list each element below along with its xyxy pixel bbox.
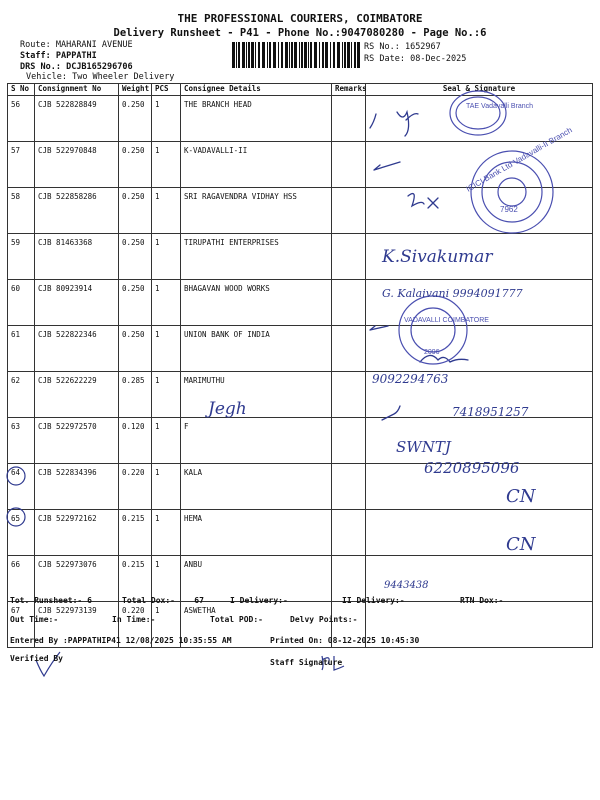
cell-sno: 56	[8, 96, 35, 142]
cell-consignee: KALA	[181, 464, 332, 510]
printed-on: Printed On: 08-12-2025 10:45:30	[270, 636, 420, 645]
rs-date-value: 08-Dec-2025	[410, 54, 467, 64]
cell-seal-signature	[366, 188, 593, 234]
rs-date-line: RS Date: 08-Dec-2025	[364, 54, 467, 64]
cell-seal-signature	[366, 464, 593, 510]
cell-consignee: SRI RAGAVENDRA VIDHAY HSS	[181, 188, 332, 234]
stamp3-text: VADAVALLI COIMBATORE	[404, 317, 489, 324]
stamp3-code: 2096	[424, 349, 440, 356]
cell-pcs: 1	[152, 96, 181, 142]
cell-remarks	[332, 464, 366, 510]
stamp2-code: 7962	[500, 205, 518, 214]
cell-pcs: 1	[152, 556, 181, 602]
cell-pcs: 1	[152, 602, 181, 648]
barcode-bar	[294, 42, 297, 68]
barcode-bar	[357, 42, 360, 68]
table-row	[8, 372, 593, 418]
cell-seal-signature	[366, 326, 593, 372]
cell-remarks	[332, 96, 366, 142]
barcode-bar	[310, 42, 312, 68]
staff-line: Staff: PAPPATHI	[20, 51, 97, 61]
col-seal-signature: Seal & Signature	[366, 84, 593, 96]
barcode-bar	[314, 42, 317, 68]
cell-consignment: CJB 522834396	[35, 464, 119, 510]
route-line: Route: MAHARANI AVENUE	[20, 40, 133, 50]
cell-sno: 66	[8, 556, 35, 602]
cell-consignment: CJB 522972162	[35, 510, 119, 556]
barcode-bar	[351, 42, 352, 68]
barcode-bar	[255, 42, 256, 68]
barcode-bar	[330, 42, 331, 68]
barcode-bar	[342, 42, 343, 68]
cell-remarks	[332, 418, 366, 464]
cell-consignee: K-VADAVALLI-II	[181, 142, 332, 188]
cell-sno: 67	[8, 602, 35, 648]
total-pod: Total POD:-	[210, 615, 263, 624]
cell-consignee: TIRUPATHI ENTERPRISES	[181, 234, 332, 280]
cell-remarks	[332, 510, 366, 556]
col-pcs: PCS	[152, 84, 181, 96]
tot-runsheet: Tot. Runsheet:- 6	[10, 596, 92, 605]
hw-row60: G. Kalaivani 9994091777	[382, 287, 523, 300]
cell-consignee: BHAGAVAN WOOD WORKS	[181, 280, 332, 326]
cell-seal-signature	[366, 372, 593, 418]
cell-pcs: 1	[152, 418, 181, 464]
cell-consignee: HEMA	[181, 510, 332, 556]
barcode-bar	[333, 42, 335, 68]
cell-consignment: CJB 522822346	[35, 326, 119, 372]
col-remarks: Remarks	[332, 84, 366, 96]
cell-weight: 0.220	[119, 602, 152, 648]
barcode-bar	[238, 42, 240, 68]
runsheet-table	[7, 83, 593, 648]
cell-pcs: 1	[152, 188, 181, 234]
entered-by: Entered By :PAPPATHIP41 12/08/2025 10:35:55 AM	[10, 636, 232, 645]
cell-pcs: 1	[152, 234, 181, 280]
cell-consignee: UNION BANK OF INDIA	[181, 326, 332, 372]
barcode-bar	[242, 42, 245, 68]
hw-row62: 9092294763	[372, 372, 449, 386]
cell-consignee: F	[181, 418, 332, 464]
drs-line: DRS No.: DCJB165296706	[20, 62, 133, 72]
hw-row67: 9443438	[384, 580, 429, 591]
barcode-bar	[325, 42, 328, 68]
staff-signature: Staff Signature	[270, 658, 343, 667]
cell-sno: 64	[8, 464, 35, 510]
cell-consignment: CJB 522973076	[35, 556, 119, 602]
barcode-bar	[258, 42, 260, 68]
cell-seal-signature	[366, 234, 593, 280]
barcode-bar	[289, 42, 290, 68]
col-sno: S No	[8, 84, 35, 96]
col-consignment: Consignment No	[35, 84, 119, 96]
barcode-bar	[291, 42, 293, 68]
col-consignee: Consignee Details	[181, 84, 332, 96]
barcode-bar	[236, 42, 237, 68]
table-row	[8, 510, 593, 556]
col-weight: Weight	[119, 84, 152, 96]
barcode-bar	[262, 42, 265, 68]
cell-seal-signature	[366, 418, 593, 464]
cell-weight: 0.250	[119, 96, 152, 142]
cell-consignee: ASWETHA	[181, 602, 332, 648]
table-row	[8, 234, 593, 280]
cell-weight: 0.250	[119, 326, 152, 372]
table-row	[8, 142, 593, 188]
cell-consignment: CJB 80923914	[35, 280, 119, 326]
barcode-bar	[337, 42, 340, 68]
hw-row63-phone: 7418951257	[452, 405, 529, 419]
cell-weight: 0.250	[119, 142, 152, 188]
barcode-bar	[344, 42, 346, 68]
barcode-bar	[269, 42, 271, 68]
barcode-bar	[319, 42, 320, 68]
cell-consignment: CJB 81463368	[35, 234, 119, 280]
cell-weight: 0.250	[119, 280, 152, 326]
barcode-bar	[267, 42, 268, 68]
total-dox: Total Dox:- 67	[122, 596, 204, 605]
table-row	[8, 188, 593, 234]
cell-seal-signature	[366, 510, 593, 556]
cell-remarks	[332, 280, 366, 326]
cell-pcs: 1	[152, 510, 181, 556]
cell-seal-signature	[366, 556, 593, 602]
cell-consignment: CJB 522973139	[35, 602, 119, 648]
cell-weight: 0.250	[119, 234, 152, 280]
cell-seal-signature	[366, 142, 593, 188]
cell-seal-signature	[366, 280, 593, 326]
barcode-bar	[354, 42, 356, 68]
table-row	[8, 96, 593, 142]
cell-sno: 60	[8, 280, 35, 326]
cell-weight: 0.215	[119, 510, 152, 556]
cell-sno: 61	[8, 326, 35, 372]
barcode-bar	[246, 42, 247, 68]
cell-weight: 0.120	[119, 418, 152, 464]
barcode-bar	[322, 42, 324, 68]
barcode-bar	[273, 42, 276, 68]
barcode-bar	[251, 42, 254, 68]
cell-remarks	[332, 142, 366, 188]
barcode-bar	[299, 42, 300, 68]
cell-pcs: 1	[152, 280, 181, 326]
cell-weight: 0.220	[119, 464, 152, 510]
cell-pcs: 1	[152, 326, 181, 372]
barcode-bar	[278, 42, 279, 68]
cell-remarks	[332, 188, 366, 234]
cell-remarks	[332, 556, 366, 602]
cell-consignee: THE BRANCH HEAD	[181, 96, 332, 142]
i-delivery: I Delivery:-	[230, 596, 288, 605]
rtn-dox: RTN Dox:-	[460, 596, 504, 605]
cell-seal-signature	[366, 96, 593, 142]
drs-value: DCJB165296706	[66, 62, 133, 72]
runsheet-subtitle: Delivery Runsheet - P41 - Phone No.:9047080280 - Page No.:6	[113, 27, 487, 39]
hw-row64-name: SWNTJ	[396, 438, 451, 456]
rs-no-value: 1652967	[404, 42, 441, 52]
barcode-bar	[301, 42, 303, 68]
cell-sno: 57	[8, 142, 35, 188]
stamp1-text: TAE Vadavalli Branch	[466, 103, 534, 110]
cell-consignment: CJB 522828849	[35, 96, 119, 142]
barcode-bar	[347, 42, 350, 68]
cell-pcs: 1	[152, 372, 181, 418]
barcode	[232, 42, 360, 68]
barcode-bar	[285, 42, 288, 68]
hw-row65: CN	[506, 486, 536, 507]
cell-pcs: 1	[152, 142, 181, 188]
cell-consignment: CJB 522622229	[35, 372, 119, 418]
delvy-points: Delvy Points:-	[290, 615, 358, 624]
barcode-bar	[248, 42, 250, 68]
cell-weight: 0.285	[119, 372, 152, 418]
cell-consignee: MARIMUTHU	[181, 372, 332, 418]
hw-row63-name: Jegh	[208, 399, 247, 419]
ii-delivery: II Delivery:-	[342, 596, 405, 605]
cell-sno: 58	[8, 188, 35, 234]
route-value: MAHARANI AVENUE	[55, 40, 133, 50]
vehicle-value: Two Wheeler Delivery	[72, 72, 175, 82]
cell-sno: 62	[8, 372, 35, 418]
barcode-bar	[308, 42, 309, 68]
table-row	[8, 280, 593, 326]
vehicle-line: Vehicle: Two Wheeler Delivery	[26, 72, 175, 82]
verified-by: Verified By	[10, 654, 63, 663]
cell-remarks	[332, 372, 366, 418]
document-title: THE PROFESSIONAL COURIERS, COIMBATORE	[177, 12, 423, 25]
hw-row64-phone: 6220895096	[424, 459, 520, 477]
cell-remarks	[332, 326, 366, 372]
cell-consignment: CJB 522972570	[35, 418, 119, 464]
table-row	[8, 326, 593, 372]
barcode-bar	[232, 42, 235, 68]
cell-consignee: ANBU	[181, 556, 332, 602]
cell-remarks	[332, 234, 366, 280]
hw-row66: CN	[506, 534, 536, 555]
cell-sno: 59	[8, 234, 35, 280]
rs-no-line: RS No.: 1652967	[364, 42, 441, 52]
cell-weight: 0.215	[119, 556, 152, 602]
staff-value: PAPPATHI	[55, 51, 97, 61]
cell-consignment: CJB 522858286	[35, 188, 119, 234]
out-time: Out Time:-	[10, 615, 59, 624]
barcode-bar	[304, 42, 307, 68]
cell-sno: 63	[8, 418, 35, 464]
cell-consignment: CJB 522970848	[35, 142, 119, 188]
cell-sno: 65	[8, 510, 35, 556]
cell-pcs: 1	[152, 464, 181, 510]
table-row	[8, 418, 593, 464]
in-time: In Time:-	[112, 615, 156, 624]
table-row	[8, 464, 593, 510]
stamp2-text: ICICI Bank Ltd Vadavalli-II Branch	[464, 125, 574, 194]
table-row	[8, 556, 593, 602]
hw-row59: K.Sivakumar	[382, 247, 493, 267]
total-dox-value: 67	[194, 596, 204, 605]
table-header-row	[8, 84, 593, 96]
cell-weight: 0.250	[119, 188, 152, 234]
barcode-bar	[281, 42, 283, 68]
